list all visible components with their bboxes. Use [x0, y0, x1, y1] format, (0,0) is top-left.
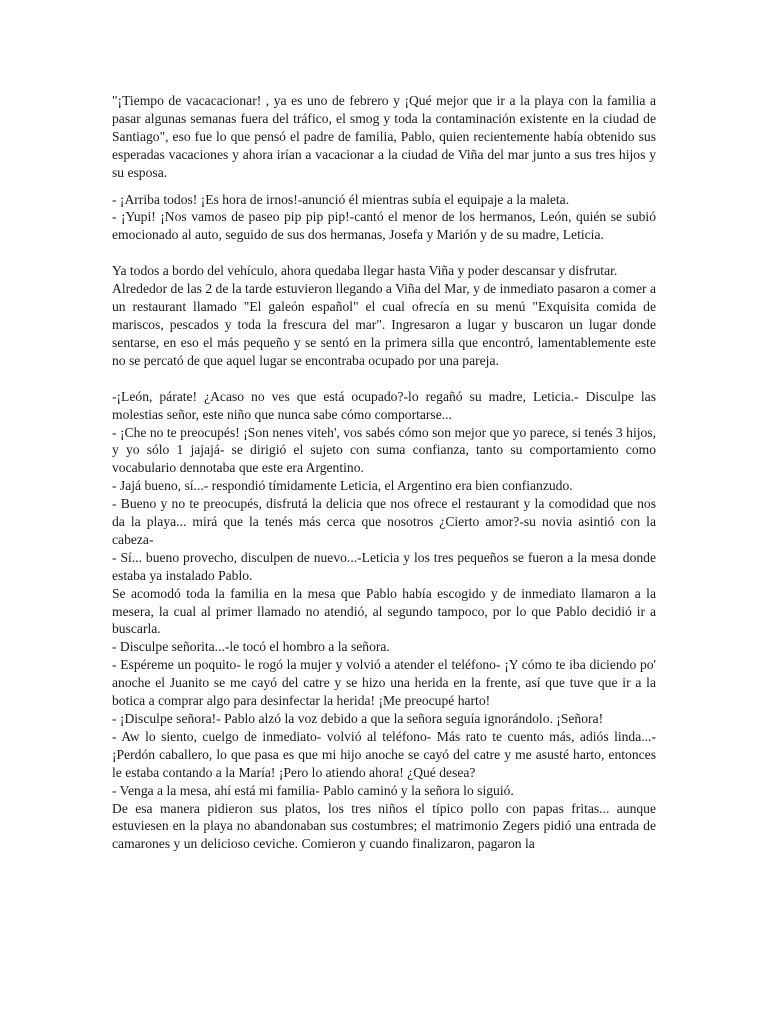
paragraph-dialogue: - Espéreme un poquito- le rogó la mujer y volvió a atender el teléfono- ¡Y cómo te iba diciendo po' anoche el Juanito se me cayó del catre y se hizo una herida en la frente, así que tuve que ir a la botica a comprar algo para desinfectar la herida! ¡Me preocupé harto! — [112, 657, 656, 709]
paragraph-dialogue: -¡León, párate! ¿Acaso no ves que está ocupado?-lo regañó su madre, Leticia.- Disculpe las molestias señor, este niño que nunca sabe cómo comportarse... — [112, 388, 656, 422]
paragraph-dialogue: - ¡Che no te preocupés! ¡Son nenes viteh', vos sabés cómo son mejor que yo parece, si tenés 3 hijos, y yo sólo 1 jajajá- se dirigió el sujeto con suma confianza, tanto su comportamiento como vocabulario dennotaba que este era Argentino. — [112, 424, 656, 476]
paragraph-narration: Alrededor de las 2 de la tarde estuvieron llegando a Viña del Mar, y de inmediato pasaron a comer a un restaurant llamado "El galeón español" el cual ofrecía en su menú "Exquisita comida de mariscos, pescados y toda la frescura del mar". Ingresaron a lugar y buscaron un lugar donde sentarse, en eso el más pequeño y se sentó en la primera silla que encontró, lamentablemente este no se percató de que aquel lugar se encontraba ocupado por una pareja. — [112, 281, 656, 368]
paragraph-dialogue: - Disculpe señorita...-le tocó el hombro a la señora. — [112, 639, 390, 655]
paragraph-spacer — [112, 182, 656, 191]
paragraph-dialogue: - Aw lo siento, cuelgo de inmediato- volvió al teléfono- Más rato te cuento más, adiós linda...- ¡Perdón caballero, lo que pasa es que mi hijo anoche se cayó del catre y me asusté harto, entonces le estaba contando a la María! ¡Pero lo atiendo ahora! ¿Qué desea? — [112, 728, 656, 780]
paragraph-narration: De esa manera pidieron sus platos, los tres niños el típico pollo con papas fritas... aunque estuviesen en la playa no abandonaban sus costumbres; el matrimonio Zegers pidió una entrada de camarones y un delicioso ceviche. Comieron y cuando finalizaron, pagaron la — [112, 800, 656, 852]
paragraph-intro: "¡Tiempo de vacacacionar! , ya es uno de febrero y ¡Qué mejor que ir a la playa con la familia a pasar algunas semanas fuera del tráfico, el smog y toda la contaminación existente en la ciudad de Santiago", eso fue lo que pensó el padre de familia, Pablo, quien recientemente había obtenido sus esperadas vacaciones y ahora irían a vacacionar a la ciudad de Viña del mar junto a sus tres hijos y su esposa. — [112, 93, 656, 180]
paragraph-spacer — [112, 370, 656, 388]
paragraph-dialogue: - Sí... bueno provecho, disculpen de nuevo...-Leticia y los tres pequeños se fueron a la mesa donde estaba ya instalado Pablo. — [112, 549, 656, 583]
paragraph-dialogue: - Jajá bueno, sí...- respondió tímidamente Leticia, el Argentino era bien confianzudo. — [112, 478, 573, 494]
paragraph-dialogue: - ¡Arriba todos! ¡Es hora de irnos!-anunció él mientras subía el equipaje a la maleta. — [112, 191, 570, 207]
paragraph-dialogue: - Venga a la mesa, ahí está mi familia- Pablo caminó y la señora lo siguió. — [112, 782, 514, 798]
paragraph-dialogue: - Bueno y no te preocupés, disfrutá la delicia que nos ofrece el restaurant y la comodidad que nos da la playa... mirá que la tenés más cerca que nosotros ¿Cierto amor?-su novia asintió con la cabeza- — [112, 496, 656, 547]
document-body — [112, 92, 656, 853]
paragraph-dialogue: - ¡Yupi! ¡Nos vamos de paseo pip pip pip!-cantó el menor de los hermanos, León, quién se subió emocionado al auto, seguido de sus dos hermanas, Josefa y Marión y de su madre, Leticia. — [112, 209, 656, 243]
paragraph-narration: Ya todos a bordo del vehículo, ahora quedaba llegar hasta Viña y poder descansar y disfrutar. — [112, 263, 618, 279]
paragraph-dialogue: - ¡Disculpe señora!- Pablo alzó la voz debido a que la señora seguía ignorándolo. ¡Señora! — [112, 711, 604, 726]
paragraph-spacer — [112, 244, 656, 262]
paragraph-narration: Se acomodó toda la familia en la mesa que Pablo había escogido y de inmediato llamaron a la mesera, la cual al primer llamado no atendió, al segundo tampoco, por lo que Pablo decidió ir a buscarla. — [112, 585, 656, 637]
